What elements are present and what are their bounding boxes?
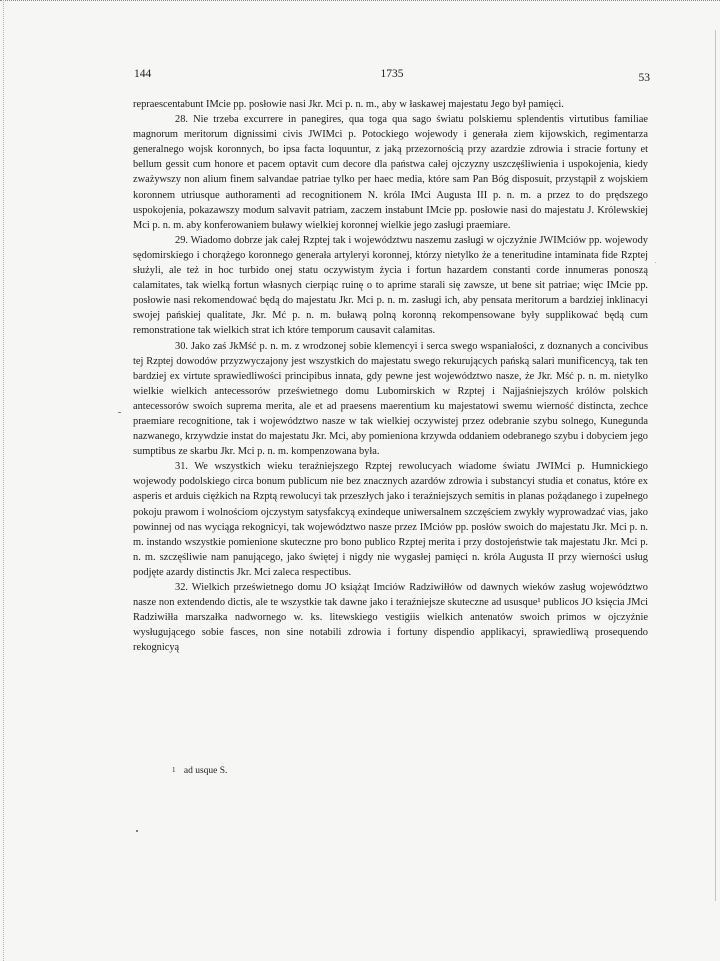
paragraph-28: 28. Nie trzeba excurrere in panegires, qua toga qua sago światu polskiemu splendentis virtutibus familiae magnorum meritorum dignissimi civis JWIMci p. Potockiego wojewody i generała ziem kijowskich, regimentarza generalnego wojsk koronnych, bo ipsa facta loquuntur, z jaką przezornością przy azardzie zdrowia i stracie fortuny et bellum gessit cum honore et pacem optavit cum decore dla państwa całej ojczyzny uszczęśliwienia i uspokojenia, kiedy zważywszy non alium finem salvandae patriae tylko per haec media, które sam Pan Bóg disposuit, przystąpił z wojskiem koronnem utriusque authoramenti ad recognitionem N. króla IMci Augusta III p. n. m. a przez to do prędszego uspokojenia, pokazawszy modum salvavit patriam, zaczem instabunt IMcie pp. posłowie nasi do majestatu J. Królewskiej Mci p. n. m. aby konferowaniem buławy wielkiej koronnej wielkie jego zasługi praemiare.	[133, 114, 648, 231]
left-page-number: 144	[134, 68, 152, 80]
scan-top-edge	[0, 0, 720, 3]
scan-left-edge	[3, 0, 4, 961]
body-text	[133, 97, 648, 655]
paragraph-continuation: repraescentabunt IMcie pp. posłowie nasi Jkr. Mci p. n. m., aby w łaskawej majestatu Jego był pamięci.	[133, 99, 564, 110]
running-head	[134, 68, 650, 86]
paragraph-31: 31. We wszystkich wieku teraźniejszego Rzptej rewolucyach wiadome światu JWIMci p. Humnickiego wojewody podolskiego circa bonum publicum nie bez znacznych azardów zdrowia i substancyi studia et conatus, które ex asperis et arduis ciężkich na Rzptą rewolucyi tak przeszłych jako i teraźniejszych semitis in planas pożądanego i zupełnego pokoju prawom i wolnościom ojczystym satysfakcyą exindeque uniwersalnem szczęściem zwykły wyprowadzać vias, jako powinnej od nas wyciąga rekognicyi, tak województwo nasze przez IMciów pp. posłów swoich do majestatu Jkr. Mci p. n. m. instando wszystkie pomienione skuteczne pro bono publico Rzptej merita i przy dostojeństwie tak majestatu Jkr. Mci p. n. m. szczęśliwie nam panującego, jako świętej i nigdy nie wygasłej pamięci n. króla Augusta II przy wierności usług podjęte azardy distinctis Jkr. Mci zaleca respectibus.	[133, 461, 648, 578]
scan-speck	[136, 830, 138, 832]
scan-speck	[118, 412, 121, 413]
paragraph-32: 32. Wielkich prześwietnego domu JO książąt Imciów Radziwiłłów od dawnych wieków zasług województwo nasze non extendendo dictis, ale te wszystkie tak dawne jako i teraźniejsze skuteczne ad ususque¹ publicos JO księcia JMci Radziwiłła marszałka nadwornego w. ks. litewskiego vestigiis wielkich antenatów swoich primos w ojczyźnie wysługującego sobie fasces, non sine notabili zdrowia i fortuny dispendio applikacyi, sprawiedliwą prosequendo rekognicyą	[133, 582, 648, 654]
footnote-mark: 1	[172, 766, 176, 774]
scan-speck	[655, 262, 656, 263]
right-page-number: 53	[638, 72, 650, 84]
paragraph-29: 29. Wiadomo dobrze jak całej Rzptej tak i województwu naszemu zasługi w ojczyźnie JWIMciów pp. wojewody sędomirskiego i chorążego koronnego generała artyleryi koronnej, którzy nietylko że a teneritudine intaminata fide Rzptej służyli, ale też in hoc turbido onej statu oczywistym życia i fortun hazardem constanti corde innumeras ponoszą calamitates, tak wielką fortun własnych cierpiąc ruinę o to aprime starali się zawsze, ut bene sit patriae; więc IMcie pp. posłowie nasi rekomendować będą do majestatu Jkr. Mci p. n. m. zasługi ich, aby pensata meritorum a bardziej inklinacyi swojej pańskiej qualitate, Jkr. Mć p. n. m. buławą polną koronną rekompensowane były supplikować będą cum remonstratione tak wielkich strat ich które temporum causavit calamitas.	[133, 234, 648, 337]
scan-right-edge	[715, 30, 716, 901]
footnote-text: ad usque S.	[183, 766, 228, 776]
paragraph-30: 30. Jako zaś JkMść p. n. m. z wrodzonej sobie klemencyi i serca swego wspaniałości, z doznanych a concivibus tej Rzptej dowodów przyzwyczajony jest wszystkich do majestatu swego rekurujących pańską salari munificencyą, tak ten bardziej ex virtute sprawiedliwości principibus innata, gdy pewne jest województwo nasze, że Jkr. Mść p. n. m. nietylko wielkie wielkich antecessorów prześwietnego domu Lubomirskich w Rzptej i Najjaśniejszych królów polskich antecessorów swoich suprema merita, ale et ad praesens maerentium ku majestatowi swemu wierność distincta, zechce praemiare recognitione, tak i województwo nasze w tak wielkiej oczywistej przez odebranie szybu solnego, Kunegunda nazwanego, krzywdzie instat do majestatu Jkr. Mci, aby pomieniona krzywda oddaniem odebranego szybu i dobyciem jego sumptibus ze skarbu Jkr. Mci p. n. m. kompenzowana była.	[133, 340, 648, 458]
footnote	[172, 766, 227, 776]
year-heading: 1735	[380, 68, 404, 80]
